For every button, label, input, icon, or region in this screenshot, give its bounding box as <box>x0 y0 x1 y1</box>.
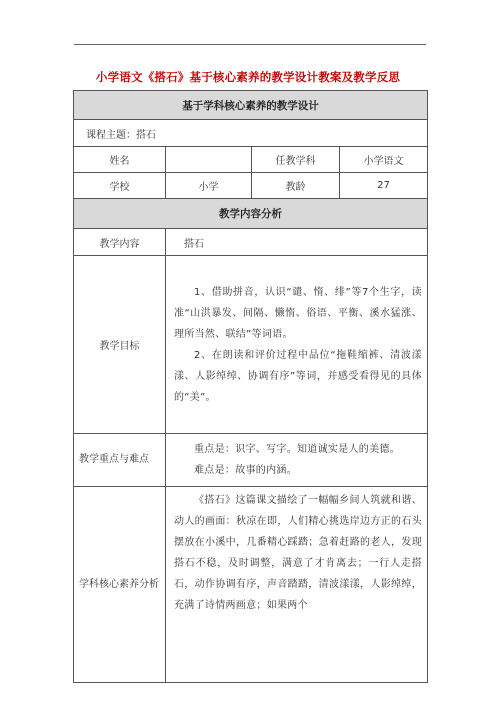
name-value <box>166 147 252 173</box>
school-value: 小学 <box>166 173 252 199</box>
lesson-plan-table <box>73 90 428 683</box>
school-label: 学校 <box>74 173 166 199</box>
section-header-content: 教学内容分析 <box>74 199 428 229</box>
course-topic: 课程主题：搭石 <box>74 120 428 147</box>
teaching-years-value: 27 <box>340 173 428 199</box>
key-difficulty-cell <box>166 434 428 487</box>
document-title: 小学语文《搭石》基于核心素养的教学设计教案及教学反思 <box>95 70 401 84</box>
goal-label: 教学目标 <box>74 256 166 434</box>
subject-value: 小学语文 <box>340 147 428 173</box>
section-header-design: 基于学科核心素养的教学设计 <box>74 91 428 120</box>
subject-label: 任教学科 <box>252 147 340 173</box>
name-label: 姓名 <box>74 147 166 173</box>
goal-cell <box>166 256 428 434</box>
content-label: 教学内容 <box>74 229 166 256</box>
goal-paragraph-1: 1、借助拼音，认识“谴、惰、绯”等7个生字，读准“山洪暴发、间隔、懒惰、俗语、平衡、溪水猛涨、理所当然、联结”等词语。 <box>174 286 422 340</box>
teaching-years-label: 教龄 <box>252 173 340 199</box>
core-literacy-text: 《搭石》这篇课文描绘了一幅幅乡间人筑就和谐、动人的画面：秋凉在即，人们精心挑选岸边方正的石头摆放在小溪中，几番精心踩踏；急着赶路的老人，发现搭石不稳，及时调整，满意了才肯离去；一行人走搭石，动作协调有序，声音踏踏，清波漾漾，人影绰绰，充满了诗情两画意；如果两个 <box>174 495 422 611</box>
key-difficulty-label: 教学重点与难点 <box>74 434 166 487</box>
difficult-point: 难点是：故事的内涵。 <box>194 465 297 476</box>
content-value: 搭石 <box>166 229 428 256</box>
goal-paragraph-2: 2、在朗读和评价过程中品位“拖鞋缩裤、清波漾漾、人影绰绰、协调有序”等词，并感受看得见的具体的“美”。 <box>174 349 422 403</box>
core-literacy-label: 学科核心素养分析 <box>74 487 166 683</box>
header-rule <box>74 44 426 45</box>
key-point: 重点是：识字、写字。知道诚实是人的美德。 <box>194 444 400 455</box>
core-literacy-cell <box>166 487 428 683</box>
